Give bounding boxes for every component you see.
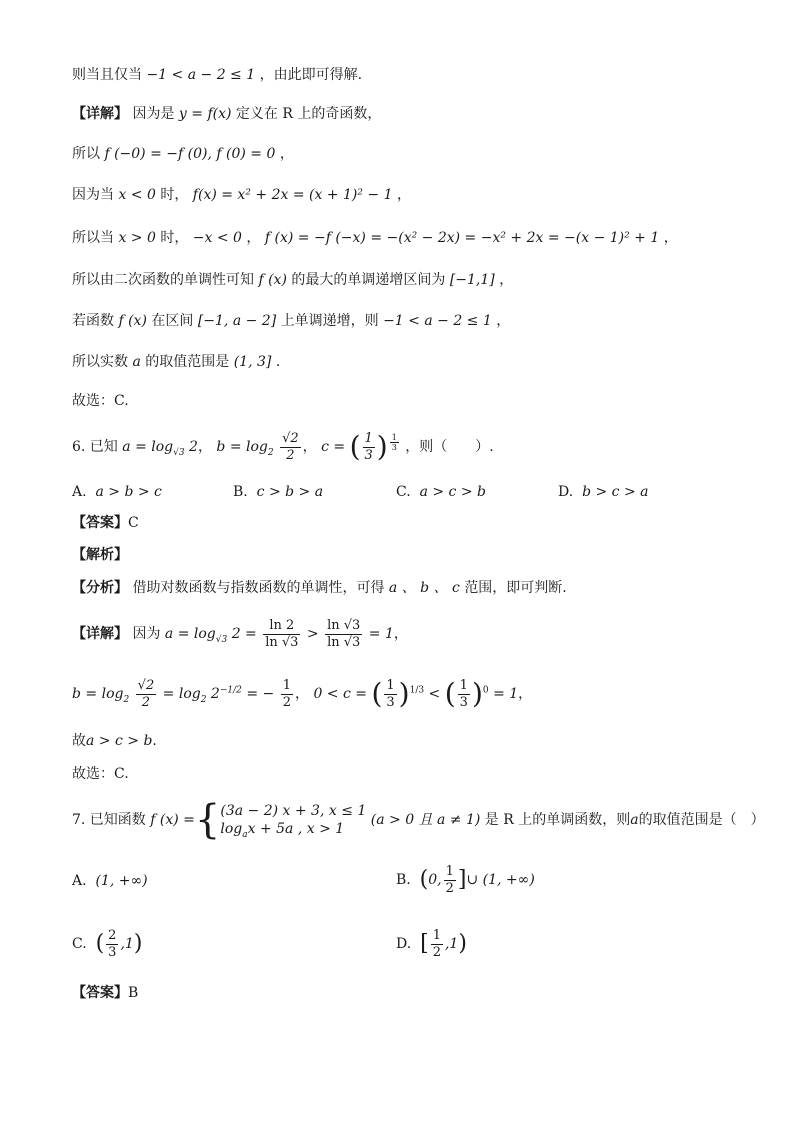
- detail-tag: 【详解】: [72, 626, 128, 642]
- math: a = log: [122, 439, 174, 455]
- option-text: a > c > b: [419, 484, 486, 500]
- answer-line: [72, 513, 754, 533]
- text: 所以当: [72, 230, 114, 246]
- math: = 1: [493, 686, 519, 702]
- option-label: A.: [72, 873, 87, 889]
- text-line: [72, 228, 754, 248]
- text: 的最大的单调递增区间为: [291, 272, 446, 288]
- numerator: 1: [386, 677, 395, 693]
- math: a: [630, 812, 639, 828]
- option-text: c > b > a: [256, 484, 324, 500]
- text: 借助对数函数与指数函数的单调性，可得: [132, 580, 385, 596]
- paren: (: [349, 430, 361, 463]
- math-sup: 0: [482, 685, 489, 696]
- math-sup: 1/3: [409, 685, 425, 696]
- text: ，: [496, 313, 511, 329]
- text: ，由此即可得解.: [259, 67, 363, 83]
- case-1: (3a − 2) x + 3, x ≤ 1: [220, 803, 367, 819]
- math: −x < 0: [192, 230, 242, 246]
- math: y = f(x): [178, 106, 232, 122]
- math-sup: −1/2: [219, 685, 242, 696]
- answer-value: B: [128, 985, 139, 1001]
- option-label: D.: [396, 936, 412, 952]
- math: x + 5a , x > 1: [247, 821, 345, 837]
- text-line: [72, 270, 754, 290]
- answer-tag: 【答案】: [72, 985, 128, 1001]
- text-line: [72, 65, 754, 85]
- answer-tag: 【答案】: [72, 515, 128, 531]
- math-sub: 2: [267, 447, 274, 458]
- option-label: D.: [558, 484, 574, 500]
- option-label: A.: [72, 484, 87, 500]
- answer-line: [72, 983, 754, 1003]
- paren: (: [419, 867, 429, 892]
- numerator: √2: [137, 677, 155, 693]
- option-text: a > b > c: [95, 484, 162, 500]
- text: 因为是: [132, 106, 175, 122]
- math: f (x): [258, 272, 287, 288]
- text: 范围，即可判断.: [464, 580, 567, 596]
- text: .: [275, 354, 281, 370]
- math: = 1: [368, 626, 394, 642]
- text: ，: [393, 626, 408, 642]
- fraction: [444, 864, 456, 897]
- paren: ): [458, 931, 467, 956]
- text: ，: [499, 272, 514, 288]
- numerator: 2: [108, 927, 117, 943]
- math: f(x) = x² + 2x = (x + 1)² − 1: [192, 187, 393, 203]
- fenxi-line: [72, 578, 754, 598]
- math: [−1,1]: [449, 272, 495, 288]
- text: ，: [246, 230, 261, 246]
- option-text: (1, +∞): [95, 873, 148, 889]
- paren: ): [133, 931, 143, 956]
- math: ,1: [120, 936, 134, 952]
- text: 则当且仅当: [72, 67, 142, 83]
- numerator: 1: [364, 430, 373, 446]
- text: .: [152, 733, 157, 749]
- question-number: 6. 已知: [72, 439, 118, 455]
- denominator: 3: [459, 694, 468, 710]
- math: c =: [321, 439, 346, 455]
- text: 所以由二次函数的单调性可知: [72, 272, 254, 288]
- text-line: [72, 311, 754, 331]
- math: −1 < a − 2 ≤ 1: [146, 67, 256, 83]
- option-a[interactable]: [72, 482, 162, 502]
- analysis-tag: 【解析】: [72, 547, 128, 563]
- text: 的取值范围是: [145, 354, 230, 370]
- math: <: [428, 686, 441, 702]
- denominator: 3: [386, 694, 395, 710]
- fraction: [384, 678, 396, 711]
- option-b[interactable]: [396, 860, 535, 900]
- fraction: [325, 618, 362, 651]
- math: (1, 3]: [233, 354, 272, 370]
- denominator: 2: [286, 447, 295, 463]
- math: a > c > b: [86, 733, 153, 749]
- option-d[interactable]: [396, 924, 467, 964]
- fraction: [390, 433, 399, 452]
- option-a[interactable]: [72, 871, 148, 891]
- denominator: 2: [445, 880, 454, 896]
- separator: ，: [294, 686, 309, 702]
- text: 时，: [160, 187, 189, 203]
- math: 2: [210, 686, 220, 702]
- paren: ): [376, 430, 388, 463]
- math: ∪ (1, +∞): [466, 872, 535, 888]
- denominator: ln √3: [327, 634, 361, 650]
- denominator: 2: [432, 944, 441, 960]
- text: 的取值范围是（ ）: [638, 812, 765, 828]
- text: ，则（ ）.: [405, 439, 494, 455]
- answer-value: C: [128, 515, 139, 531]
- text: 所以: [72, 146, 100, 162]
- fraction: [458, 678, 470, 711]
- numerator: ln 2: [263, 618, 300, 635]
- option-b[interactable]: [233, 482, 323, 502]
- denominator: 2: [141, 694, 151, 710]
- math: = log: [162, 686, 201, 702]
- fenxi-tag: 【分析】: [72, 580, 128, 596]
- math: 0 < c =: [313, 686, 367, 702]
- numerator: 1: [432, 927, 441, 943]
- option-label: B.: [396, 872, 411, 888]
- detail-line-2: [72, 674, 754, 714]
- denominator: ln √3: [265, 634, 299, 650]
- brace: {: [194, 797, 221, 843]
- math: log: [220, 821, 243, 837]
- paren: (: [371, 677, 383, 710]
- math: >: [306, 626, 319, 642]
- text-line: 故选：C.: [72, 393, 129, 409]
- numerator: 1: [282, 677, 291, 693]
- math: a 、 b 、 c: [388, 580, 460, 596]
- text: 因为当: [72, 187, 114, 203]
- fraction: [281, 678, 293, 711]
- option-c[interactable]: [72, 924, 142, 964]
- math-sub: √3: [215, 634, 228, 645]
- math: 2: [189, 439, 198, 455]
- math: 2 =: [231, 626, 257, 642]
- option-label: B.: [233, 484, 248, 500]
- text: 因为: [132, 626, 161, 642]
- conclusion-line: [72, 731, 754, 751]
- question-7-stem: [72, 797, 765, 843]
- math: −1 < a − 2 ≤ 1: [383, 313, 492, 329]
- math: f (x): [118, 313, 147, 329]
- math: x > 0: [118, 230, 156, 246]
- analysis-line: [72, 545, 754, 565]
- bracket: [: [420, 931, 429, 956]
- text-line: [72, 185, 754, 205]
- text: 若函数: [72, 313, 114, 329]
- fraction: [280, 431, 301, 464]
- text: 是 R 上的单调函数，则: [484, 812, 631, 828]
- separator: ，: [197, 439, 212, 455]
- text: 时，: [160, 230, 189, 246]
- text: 定义在 R 上的奇函数，: [235, 106, 382, 122]
- text: 所以实数: [72, 354, 128, 370]
- paren: ): [398, 677, 410, 710]
- math-sub: √3: [173, 447, 185, 458]
- option-label: C.: [396, 484, 411, 500]
- piecewise: [220, 802, 366, 838]
- question-number: 7. 已知函数: [72, 812, 146, 828]
- math: a: [132, 354, 141, 370]
- text-line: [72, 104, 754, 124]
- math: 0,: [428, 872, 442, 888]
- denominator: 2: [282, 694, 291, 710]
- math: x < 0: [118, 187, 156, 203]
- paren: (: [444, 677, 456, 710]
- separator: ，: [302, 439, 317, 455]
- math: f (x) =: [150, 812, 195, 828]
- case-2: [220, 820, 366, 838]
- numerator: √2: [282, 430, 299, 446]
- numerator: 1: [391, 433, 397, 443]
- bracket: ]: [457, 867, 467, 892]
- math-sub: 2: [200, 694, 207, 705]
- denominator: 3: [364, 447, 373, 463]
- text-line: [72, 352, 754, 372]
- paren: ): [471, 677, 483, 710]
- detail-line-1: [72, 616, 754, 652]
- numerator: 1: [445, 863, 454, 879]
- fraction: [136, 678, 157, 711]
- math: b = log: [72, 686, 124, 702]
- numerator: 1: [459, 677, 468, 693]
- text: 上单调递增，则: [280, 313, 379, 329]
- fraction: [263, 618, 300, 651]
- denominator: 3: [391, 443, 397, 453]
- math: = −: [246, 686, 275, 702]
- text: 在区间: [151, 313, 194, 329]
- option-label: C.: [72, 936, 87, 952]
- math: f (−0) = −f (0), f (0) = 0: [104, 146, 276, 162]
- option-text: b > c > a: [582, 484, 649, 500]
- condition: (a > 0 且 a ≠ 1): [370, 812, 481, 828]
- denominator: 3: [108, 944, 117, 960]
- fraction: [106, 928, 118, 961]
- text: 故: [72, 733, 86, 749]
- math: f (x) = −f (−x) = −(x² − 2x) = −x² + 2x = −(x − 1)² + 1: [264, 230, 660, 246]
- text: ，: [518, 686, 533, 702]
- math: b = log: [216, 439, 268, 455]
- math-sub: 2: [123, 694, 130, 705]
- text: ，: [279, 146, 294, 162]
- detail-tag: 【详解】: [72, 106, 128, 122]
- math: ,1: [444, 936, 459, 952]
- choose-line: 故选：C.: [72, 766, 129, 782]
- question-6-stem: [72, 430, 754, 464]
- math: [−1, a − 2]: [197, 313, 277, 329]
- math-sub: a: [242, 829, 248, 840]
- text: ，: [663, 230, 678, 246]
- fraction: [363, 431, 375, 464]
- text: ，: [396, 187, 411, 203]
- math: a = log: [164, 626, 216, 642]
- paren: (: [95, 931, 105, 956]
- text-line: [72, 144, 754, 164]
- numerator: ln √3: [327, 617, 361, 633]
- exponent: [388, 433, 401, 453]
- option-d[interactable]: [558, 482, 649, 502]
- option-c[interactable]: [396, 482, 486, 502]
- fraction: [431, 928, 443, 961]
